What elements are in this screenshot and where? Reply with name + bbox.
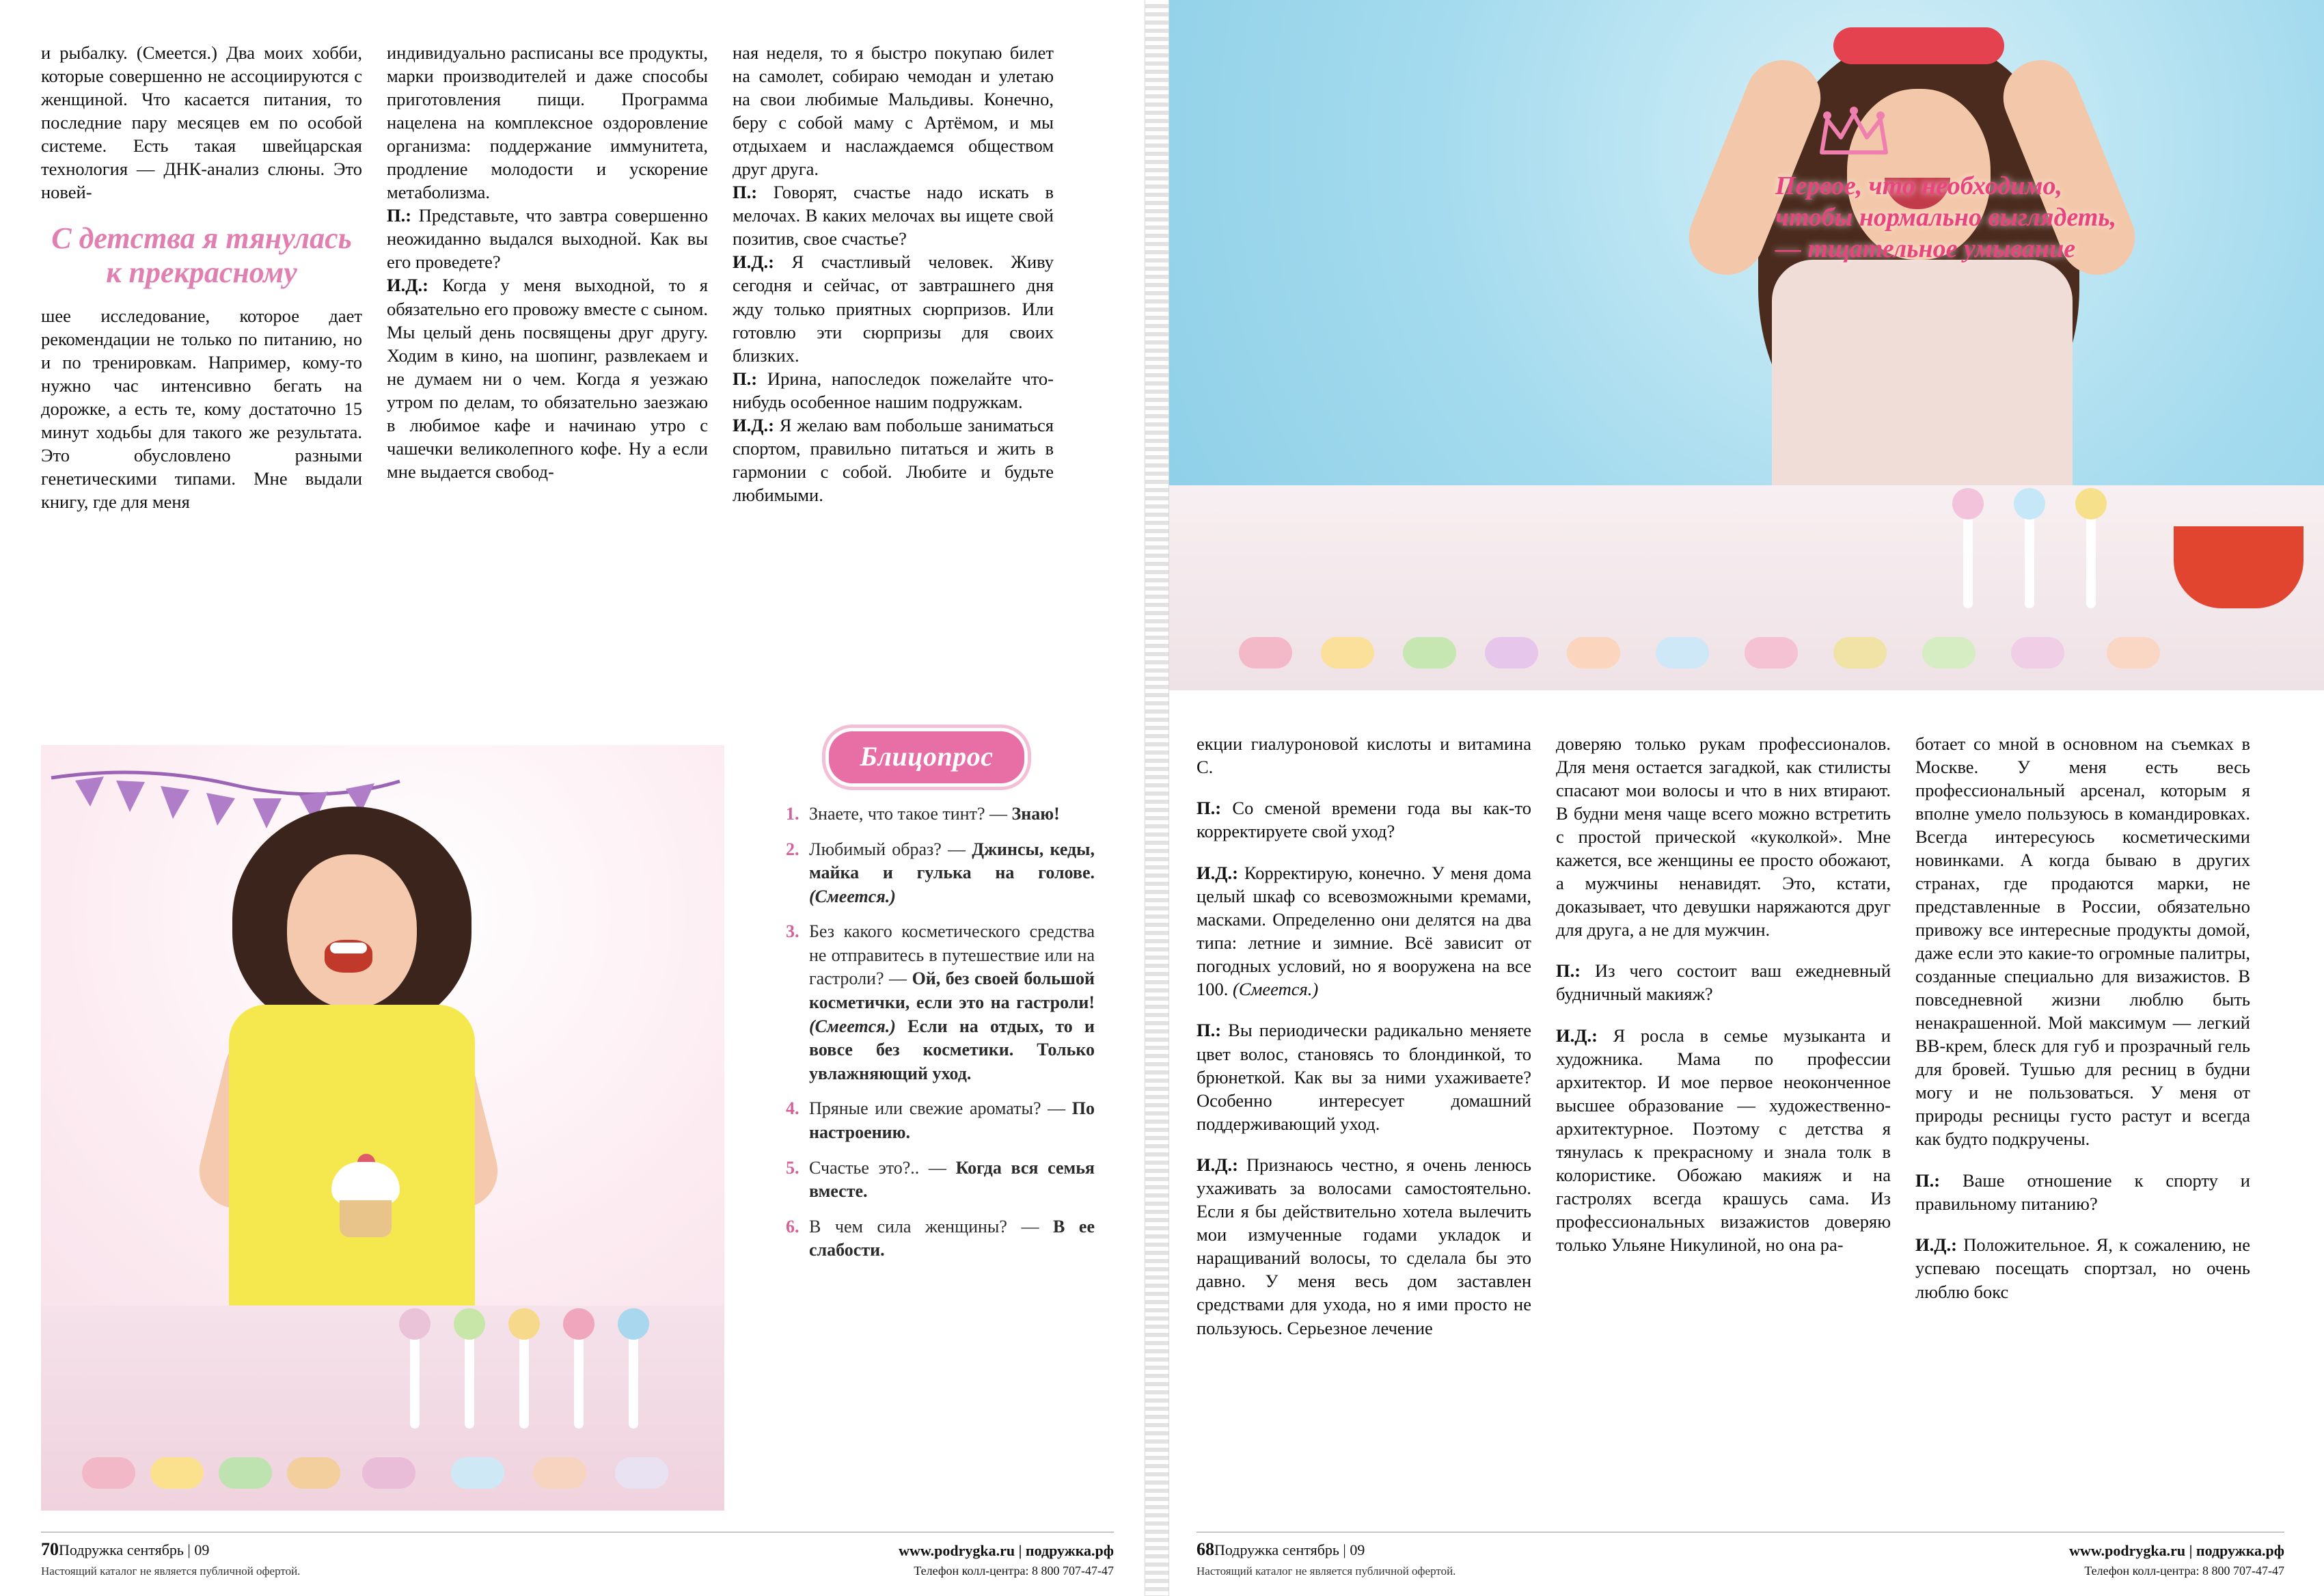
answer-label: И.Д.: [1197,1154,1238,1176]
hero-headband [1833,27,2004,64]
body-text: екции гиалуроновой кислоты и витамина С. [1197,733,1531,777]
item-question: Пряные или свежие ароматы? — [809,1098,1072,1119]
answer-label: И.Д.: [387,275,428,296]
question-text: Ваше отношение к спорту и правильному питанию? [1915,1169,2250,1214]
headline-text: С детства я тянулась к прекрасному [51,221,352,289]
item-number: 4. [786,1098,799,1119]
blitz-survey [758,731,1095,1280]
list-item [786,1215,1095,1262]
left-footer [41,1532,1114,1578]
crown-icon [1816,106,1891,161]
answer-label: И.Д.: [1197,862,1238,883]
body-text: ботает со мной в основном на съемках в Москве. У меня есть весь профессиональный арсенал, которым я вполне умело пользуюсь в командировках. Всегда интересуюсь косметическими новинками. А когда бываю в других странах, где продаются марки, не представленные в России, обязательно привожу все интересные продукты домой, даже если это какие-то огромные палитры, созданные специально для визажистов. В повседневной жизни люблю быть ненакрашенной. Мой максимум — легкий ВВ-крем, блеск для губ и прозрачный гель для бровей. Тушью для ресниц в будни могу и не пользоваться. У меня от природы ресницы густо растут и всегда как будто подкручены. [1915,733,2250,1150]
question-label: П.: [1197,798,1222,819]
page-number: 68 [1197,1539,1214,1559]
qa-block [733,414,1054,506]
answer-text: Я счастливый человек. Живу сегодня и сейчас, от завтрашнего дня жду только приятных сюрпризов. Или готовлю эти сюрпризы для своих близких. [733,252,1054,366]
item-question: В чем сила женщины? — [809,1216,1054,1236]
item-answer: Знаю! [1011,804,1060,824]
item-question: Счастье это?.. — [809,1157,956,1178]
subject-mouth [325,940,372,973]
site-link[interactable]: www.podrygka.ru | подружка.рф [2069,1542,2284,1559]
answer-label: И.Д.: [1915,1234,1957,1256]
question-label: П.: [387,205,412,226]
left-columns [41,41,1116,513]
qa-block [1197,1018,1531,1135]
disclaimer: Настоящий каталог не является публичной офертой. [1197,1565,1456,1578]
item-answer: Когда вся семья вместе. [809,1157,1095,1202]
page-headline [41,221,362,289]
call-center-phone: Телефон колл-центра: 8 800 707-47-47 [2084,1564,2284,1578]
question-text: Представьте, что завтра совершенно неожиданно выдался выходной. Как вы его проведете? [387,205,708,273]
body-text: шее исследование, которое дает рекомендации не только по питанию, но и по тренировкам. Например, кому-то нужно час интенсивно бегать на дорожке, а есть те, кому достаточно 15 минут ходьбы для такого же результата. Это обусловлено разными генетическими типами. Мне выдали книгу, где для меня [41,305,362,513]
body-text: и рыбалку. (Смеется.) Два моих хобби, которые совершенно не ассоциируются с женщиной. Что касается питания, то последние пару месяцев ем по особой системе. Есть такая швейцарская технология — ДНК-анализ слюны. Это новей- [41,42,362,203]
item-number: 1. [786,804,799,824]
list-item [786,1097,1095,1144]
cupcake-icon [325,1162,407,1244]
hero-photo [1157,0,2324,690]
photo-subject [205,807,499,1326]
answer-label: И.Д.: [1556,1025,1598,1046]
blitz-list [758,802,1095,1262]
answer-label: И.Д.: [733,414,774,435]
answer-text: Я желаю вам побольше заниматься спортом, правильно питаться и жить в гармонии с собой. Любите и будьте любимыми. [733,414,1054,505]
item-answer: В ее слабости. [809,1216,1095,1260]
item-question: Знаете, что такое тинт? — [809,804,1012,824]
item-answer: По настроению. [809,1098,1095,1142]
answer-text: Корректирую, конечно. У меня дома целый шкаф со всевозможными кремами, масками. Определенно они делятся на два типа: летние и зимние. Всё зависит от погодных условий, но я вооружена на все 100. [1197,862,1531,999]
question-label: П.: [733,182,758,203]
right-column-1 [1197,714,1531,1357]
qa-block [1556,959,1891,1005]
call-center-phone: Телефон колл-центра: 8 800 707-47-47 [914,1564,1114,1578]
question-label: П.: [1556,960,1581,982]
answer-text: Я росла в семье музыканта и художника. Мама по профессии архитектор. И мое первое неоконченное высшее образование — художественно-архитектурное. Поэтому с детства я тянулась к прекрасному и знала толк в колористике. Обожаю макияж и на гастролях всегда крашусь сама. Из профессиональных визажистов доверяю только Ульяне Никулиной, но она ра- [1556,1025,1891,1256]
item-question: Без какого косметического средства не отправитесь в путешествие или на гастроли? — [809,921,1095,989]
left-photo [41,745,724,1511]
list-item [786,838,1095,909]
disclaimer: Настоящий каталог не является публичной офертой. [41,1565,301,1578]
footer-title: Подружка сентябрь | 09 [1214,1541,1365,1558]
right-footer [1197,1532,2284,1578]
question-text: Говорят, счастье надо искать в мелочах. В каких мелочах вы ищете свой позитив, свое счастье? [733,182,1054,249]
item-answer-2: Если на отдых, то и вовсе без косметики. Только увлажняющий уход. [809,1016,1095,1083]
qa-block [1556,1024,1891,1256]
sweets-group [41,1306,724,1511]
right-column-2 [1556,714,1891,1357]
qa-block [387,273,708,483]
answer-text: Когда у меня выходной, то я обязательно его провожу вместе с сыном. Мы целый день посвящены друг другу. Ходим в кино, на шопинг, развлекаем и не думаем ни о чем. Когда я уезжаю утром по делам, то обязательно заезжаю в любимое кафе и начинаю утро с чашечки великолепного кофе. Ну а если мне выдается свобод- [387,275,708,482]
spread-gutter [1145,0,1169,1596]
left-column-2 [387,41,708,513]
answer-note: (Смеется.) [1233,978,1319,999]
right-body [1157,690,2324,1357]
hero-sweets-group [1157,485,2324,690]
question-text: Из чего состоит ваш ежедневный будничный макияж? [1556,960,1891,1005]
qa-block [733,250,1054,366]
subject-face [287,854,417,1008]
left-column-3 [733,41,1054,513]
left-page [0,0,1157,1596]
question-text: Со сменой времени года вы как-то корректируете свой уход? [1197,798,1531,842]
answer-text: Положительное. Я, к сожалению, не успеваю посещать спортзал, но очень люблю бокс [1915,1234,2250,1302]
pull-quote: Первое, что необходимо, чтобы нормально выглядеть, — тщательное умывание [1775,172,2117,263]
qa-block [733,367,1054,414]
right-column-3 [1915,714,2250,1357]
left-column-1 [41,41,362,513]
qa-block [1915,1233,2250,1303]
body-text: ная неделя, то я быстро покупаю билет на самолет, собираю чемодан и улетаю на свои любимые Мальдивы. Конечно, беру с собой маму с Артёмом, и мы отдыхаем и наслаждаемся обществом друг друга. [733,42,1054,180]
blitz-badge: Блицопрос [829,731,1025,783]
item-question: Любимый образ? — [809,839,972,859]
item-number: 2. [786,839,799,859]
site-link[interactable]: www.podrygka.ru | подружка.рф [899,1542,1114,1559]
list-item [786,802,1095,826]
list-item [786,1157,1095,1204]
item-note: (Смеется.) [809,886,896,906]
answer-text: Признаюсь честно, я очень ленюсь ухаживать за волосами самостоятельно. Если я бы действительно хотела вылечить мои измученные годами укладок и наращиваний волосы, то сделала бы это давно. У меня весь дом заставлен средствами для ухода, но я ими просто не пользуюсь. Серьезное лечение [1197,1154,1531,1338]
question-text: Вы периодически радикально меняете цвет волос, становясь то блондинкой, то брюнеткой. Как вы за ними ухаживаете? Особенно интересует домашний поддерживающий уход. [1197,1020,1531,1134]
item-number: 3. [786,921,799,942]
qa-block [1197,796,1531,843]
item-answer: Джинсы, кеды, майка и гулька на голове. [809,839,1095,883]
qa-block [1915,1169,2250,1215]
item-note: (Смеется.) [809,1016,908,1036]
question-label: П.: [1915,1169,1941,1191]
body-text: индивидуально расписаны все продукты, марки производителей и даже способы приготовления пищи. Программа нацелена на комплексное оздоровление организма: поддержание иммунитета, продление молодости и ускорение метаболизма. [387,42,708,203]
question-text: Ирина, напоследок пожелайте что-нибудь особенное нашим подружкам. [733,368,1054,412]
right-page [1157,0,2324,1596]
list-item [786,920,1095,1085]
question-label: П.: [733,368,758,389]
item-number: 6. [786,1216,799,1236]
page-number: 70 [41,1539,59,1559]
qa-block [733,180,1054,250]
qa-block [1197,861,1531,1001]
qa-block [387,204,708,273]
body-text: доверяю только рукам профессионалов. Для меня остается загадкой, как стилисты спасают мои волосы и что в них втирают. В будни меня чаще всего можно встретить с простой прической «куколкой». Мне кажется, все женщины ее просто обожают, а мужчины ненавидят. Это, кстати, доказывает, что девушки наряжаются друг для друга, а не для мужчин. [1556,733,1891,940]
answer-label: И.Д.: [733,252,774,273]
question-label: П.: [1197,1020,1222,1041]
right-columns [1197,714,2284,1357]
item-answer: Ой, без своей большой косметички, если это на гастроли! [809,969,1095,1013]
footer-title: Подружка сентябрь | 09 [59,1541,210,1558]
item-number: 5. [786,1157,799,1178]
qa-block [1197,1153,1531,1339]
